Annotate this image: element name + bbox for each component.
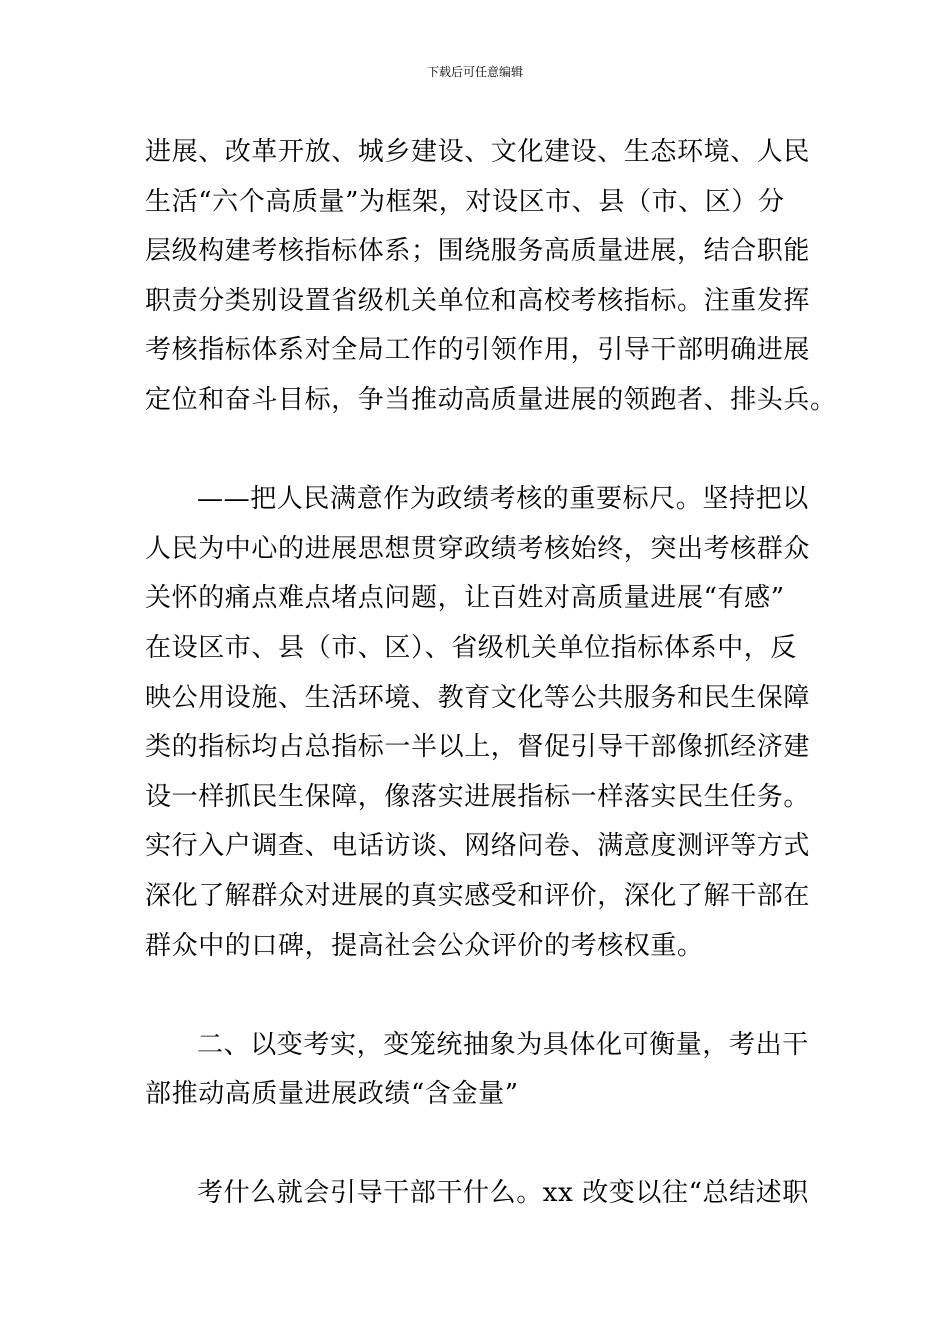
- text-line: 定位和奋斗目标，争当推动高质量进展的领跑者、排头兵。: [145, 384, 837, 415]
- text-line: ——把人民满意作为政绩考核的重要标尺。坚持把以: [197, 484, 809, 515]
- text-line: 在设区市、县（市、区）、省级机关单位指标体系中，反: [145, 632, 798, 663]
- text-line: 进展、改革开放、城乡建设、文化建设、生态环境、人民: [145, 137, 811, 167]
- text-line: 实行入户调查、电话访谈、网络问卷、满意度测评等方式: [145, 831, 811, 862]
- paragraph-gap: [145, 971, 815, 1021]
- paragraph: [145, 475, 815, 971]
- header-note: 下载后可任意编辑: [426, 65, 523, 79]
- text-line: 职责分类别设置省级机关单位和高校考核指标。注重发挥: [145, 285, 811, 316]
- text-line: 深化了解群众对进展的真实感受和评价，深化了解干部在: [145, 880, 811, 911]
- text-line: 设一样抓民生保障，像落实进展指标一样落实民生任务。: [145, 781, 811, 812]
- section-heading: [145, 1021, 815, 1120]
- paragraph: [145, 128, 837, 426]
- paragraph: [145, 1169, 815, 1219]
- text-line: 生活“六个高质量”为框架，对设区市、县（市、区）分: [145, 186, 785, 217]
- document-body: [145, 128, 837, 1219]
- text-line: 二、以变考实，变笼统抽象为具体化可衡量，考出干: [197, 1029, 809, 1060]
- text-line: 关怀的痛点难点堵点问题，让百姓对高质量进展“有感”: [145, 583, 785, 614]
- text-line: 部推动高质量进展政绩“含金量”: [145, 1079, 519, 1110]
- paragraph-gap: [145, 426, 815, 476]
- text-line: 考什么就会引导干部干什么。xx 改变以往“总结述职: [197, 1178, 809, 1209]
- text-line: 群众中的口碑，提高社会公众评价的考核权重。: [145, 930, 704, 961]
- text-line: 映公用设施、生活环境、教育文化等公共服务和民生保障: [145, 682, 811, 713]
- text-line: 人民为中心的进展思想贯穿政绩考核始终，突出考核群众: [145, 533, 811, 564]
- text-line: 层级构建考核指标体系；围绕服务高质量进展，结合职能: [145, 236, 811, 267]
- paragraph-gap: [145, 1120, 815, 1170]
- text-line: 考核指标体系对全局工作的引领作用，引导干部明确进展: [145, 335, 811, 366]
- text-line: 类的指标均占总指标一半以上，督促引导干部像抓经济建: [145, 732, 811, 763]
